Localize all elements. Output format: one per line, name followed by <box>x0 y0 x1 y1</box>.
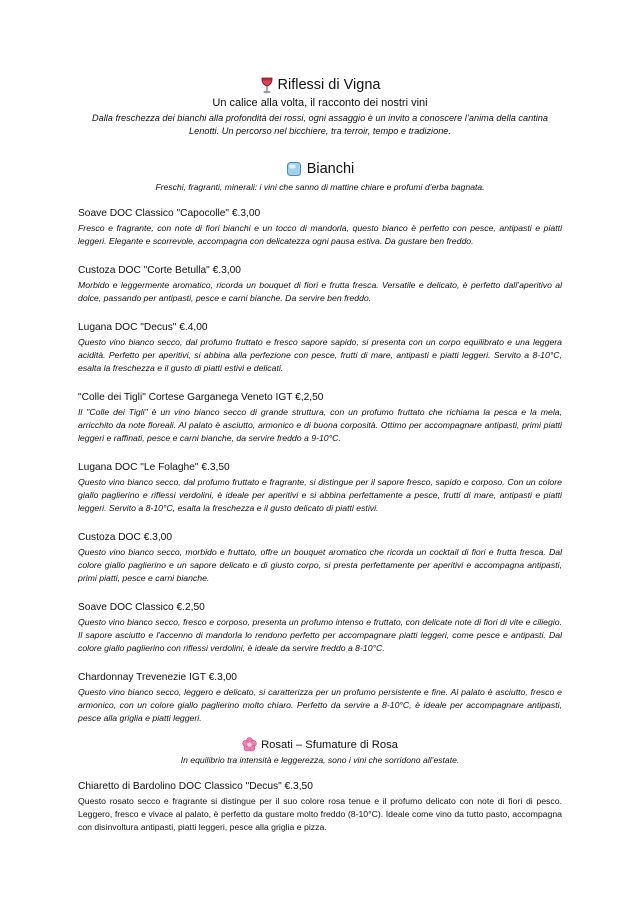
wine-description: Morbido e leggermente aromatico, ricorda un bouquet di fiori e frutta fresca. Versatile e delicato, è perfetto dall’aperitivo al dolce, passando per antipasti, pesce e carni bianche. Da servire ben freddo. <box>78 280 562 303</box>
wine-description: Questo vino bianco secco, leggero e delicato, si caratterizza per un profumo persistente e fine. Al palato è asciutto, fresco e armonico, con un colore giallo paglierino molto chiaro. Perfetto da servire a 8-10°C, è ideale per accompagnare antipasti, pesce alla griglia e piatti leggeri. <box>78 687 562 723</box>
wine-description: Questo vino bianco secco, dal profumo fruttato e fragrante, si distingue per il sapore fresco, sapido e corposo. Con un colore giallo paglierino e riflessi verdolini, è ideale per aperitivi e si abbina perfettamente a pesce, frutti di mare, antipasti e piatti leggeri. Servito a 8-10°C, esalta la freschezza e il gusto delicato di piatti estivi. <box>78 477 562 513</box>
ice-cube-icon <box>286 161 302 177</box>
wine-description: Questo vino bianco secco, morbido e fruttato, offre un bouquet aromatico che ricorda un cocktail di fiori e frutta fresca. Dal colore giallo paglierino e un sapore delicato e di giusto corpo, si presta perfettamente per aperitivi e accompagna antipasti, primi piatti, pesce e carni bianche. <box>78 547 562 583</box>
page-subtitle: Un calice alla volta, il racconto dei nostri vini <box>212 97 428 109</box>
wine-glass-icon <box>260 77 274 94</box>
wine-name: Lugana DOC "Decus" €.4,00 <box>78 322 208 333</box>
wine-item <box>78 461 562 515</box>
section-title-bianchi-text: Bianchi <box>306 161 355 177</box>
section-subtitle-bianchi: Freschi, fragranti, minerali: i vini che sanno di mattine chiare e profumi d’erba bagnata. <box>155 182 485 192</box>
wine-item <box>78 391 562 445</box>
wine-list-bianchi <box>78 207 562 725</box>
wine-item <box>78 780 562 834</box>
wine-item <box>78 264 562 305</box>
wine-item <box>78 321 562 375</box>
page-title <box>78 76 562 94</box>
section-title-rosati-text: Rosati – Sfumature di Rosa <box>261 738 398 751</box>
wine-item <box>78 671 562 725</box>
wine-list-rosati <box>78 780 562 834</box>
wine-item <box>78 601 562 655</box>
page-intro: Dalla freschezza dei bianchi alla profondità dei rossi, ogni assaggio è un invito a conoscere l’anima della cantina Lenotti. Un percorso nel bicchiere, tra terroir, tempo e tradizione. <box>91 113 549 136</box>
wine-item <box>78 207 562 248</box>
wine-description: Questo vino bianco secco, dal profumo fruttato e fresco sapore sapido, si presenta con un corpo equilibrato e una leggera acidità. Perfetto per aperitivi, si abbina alla perfezione con pesce, frutti di mare, antipasti e piatti leggeri. Servito a 8-10°C, esalta la freschezza e il gusto di piatti estivi e delicati. <box>78 337 562 373</box>
wine-name: Chiaretto di Bardolino DOC Classico "Decus" €.3,50 <box>78 781 313 792</box>
wine-description: Fresco e fragrante, con note di fiori bianchi e un tocco di mandorla, questo bianco è perfetto con pesce, antipasti e piatti leggeri. Elegante e scorrevole, accompagna con delicatezza ogni pausa estiva. Da gustare ben freddo. <box>78 223 562 246</box>
section-title-bianchi <box>78 160 562 178</box>
wine-name: Soave DOC Classico €.2,50 <box>78 602 205 613</box>
wine-item <box>78 531 562 585</box>
wine-name: Custoza DOC "Corte Betulla" €.3,00 <box>78 265 241 276</box>
wine-name: Lugana DOC "Le Folaghe" €.3,50 <box>78 462 230 473</box>
wine-description: Questo rosato secco e fragrante si distingue per il suo colore rosa tenue e il profumo delicato con note di fiori di pesco. Leggero, fresco e vivace al palato, è perfetto da gustare molto freddo (8-10°C). Ideale come vino da tutto pasto, accompagna con disinvoltura antipasti, piatti leggeri, pesce alla griglia e pizza. <box>78 796 562 832</box>
page-title-text: Riflessi di Vigna <box>277 77 381 93</box>
section-title-rosati <box>78 737 562 752</box>
wine-name: Custoza DOC €.3,00 <box>78 532 172 543</box>
wine-description: Il "Colle dei Tigli" è un vino bianco secco di grande struttura, con un profumo fruttato che richiama la pesca e la mela, arricchito da note floreali. Al palato è asciutto, armonico e di buona corposità. Ottimo per accompagnare antipasti, primi piatti leggeri e raffinati, pesce e carni bianche, da servire freddo a 9-10°C. <box>78 407 562 443</box>
section-subtitle-rosati: In equilibrio tra intensità e leggerezza, sono i vini che sorridono all’estate. <box>180 755 460 765</box>
pink-flower-icon <box>242 737 257 752</box>
wine-name: Soave DOC Classico "Capocolle" €.3,00 <box>78 208 261 219</box>
wine-description: Questo vino bianco secco, fresco e corposo, presenta un profumo intenso e fruttato, con delicate note di fiori di vite e ciliegio. Il sapore asciutto e l'accenno di mandorla lo rendono perfetto per accompagnare piatti leggeri, come pesce e antipasti. Dal colore giallo paglierino con riflessi verdolini, è ideale da servire freddo a 8-10°C. <box>78 617 562 653</box>
wine-name: "Colle dei Tigli" Cortese Garganega Veneto IGT €,2,50 <box>78 392 324 403</box>
wine-name: Chardonnay Trevenezie IGT €.3,00 <box>78 672 237 683</box>
